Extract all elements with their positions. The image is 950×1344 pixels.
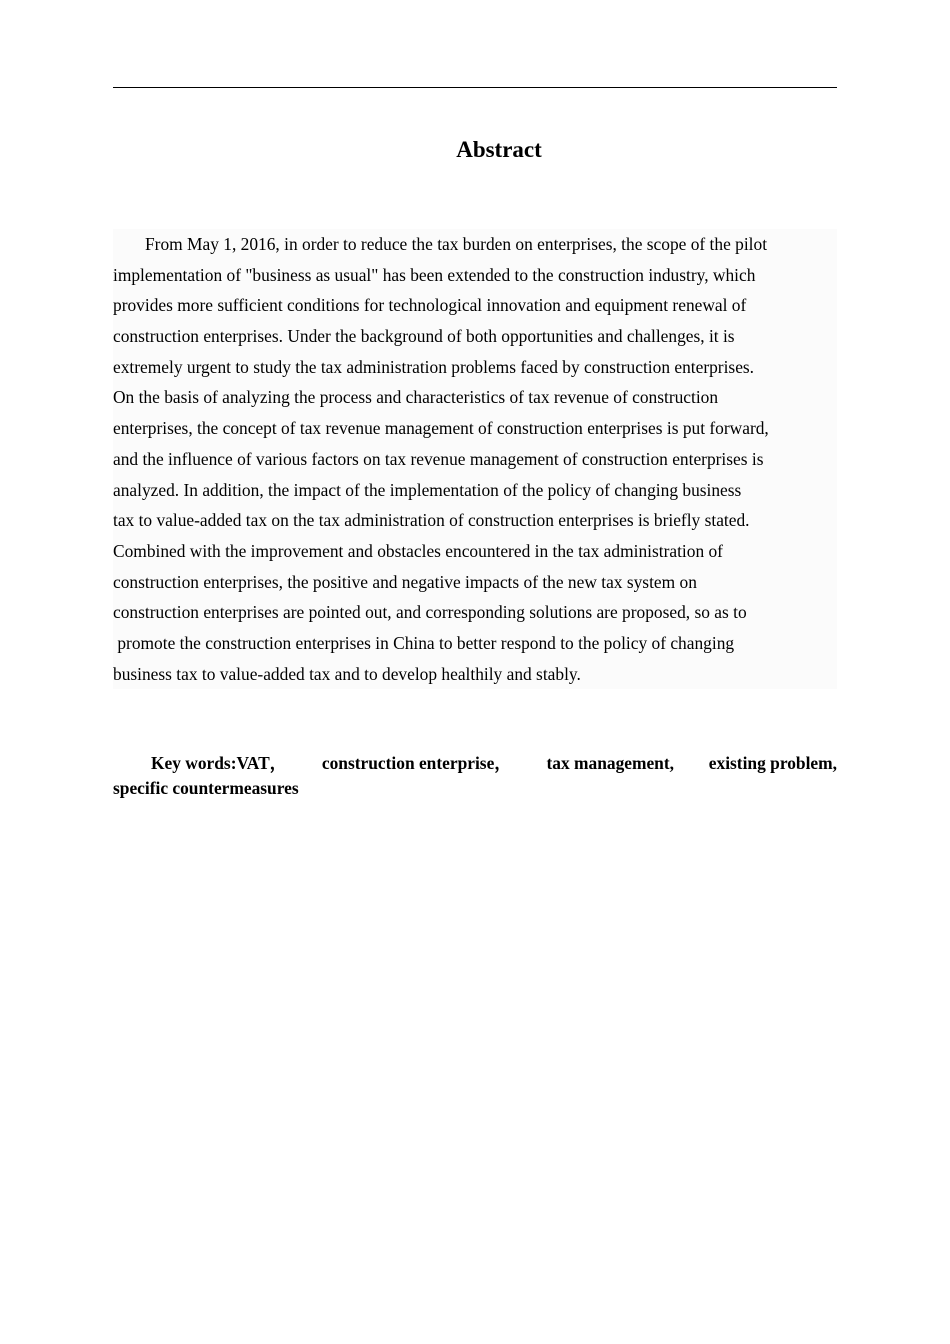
abstract-line: Combined with the improvement and obstacles encountered in the tax administration of xyxy=(113,540,723,561)
abstract-line: construction enterprises are pointed out, and corresponding solutions are proposed, so as to xyxy=(113,602,747,623)
abstract-line: enterprises, the concept of tax revenue management of construction enterprises is put forward, xyxy=(113,418,769,439)
abstract-line: and the influence of various factors on tax revenue management of construction enterprises is xyxy=(113,448,764,469)
keyword-label: Key words:VAT， xyxy=(151,753,288,773)
abstract-line: implementation of "business as usual" has been extended to the construction industry, which xyxy=(113,264,756,285)
abstract-line: analyzed. In addition, the impact of the implementation of the policy of changing business xyxy=(113,479,742,500)
abstract-line: promote the construction enterprises in China to better respond to the policy of changing xyxy=(113,632,735,653)
abstract-line: business tax to value-added tax and to develop healthily and stably. xyxy=(113,663,581,684)
page-title: Abstract xyxy=(456,137,542,162)
abstract-line: construction enterprises. Under the background of both opportunities and challenges, it is xyxy=(113,326,735,347)
abstract-line: construction enterprises, the positive and negative impacts of the new tax system on xyxy=(113,571,697,592)
header-rule xyxy=(113,87,837,88)
abstract-line: On the basis of analyzing the process and characteristics of tax revenue of construction xyxy=(113,387,719,408)
keyword: construction enterprise， xyxy=(321,753,512,773)
keywords-block xyxy=(113,751,837,800)
abstract-line: From May 1, 2016, in order to reduce the tax burden on enterprises, the scope of the pilot xyxy=(145,234,768,254)
abstract-line: tax to value-added tax on the tax administration of construction enterprises is briefly stated. xyxy=(113,510,750,531)
keywords-line: specific countermeasures xyxy=(113,777,299,798)
abstract-line: extremely urgent to study the tax administration problems faced by construction enterprises. xyxy=(113,356,755,377)
keywords-line xyxy=(113,751,837,776)
keyword: tax management, xyxy=(546,753,674,773)
abstract-line: provides more sufficient conditions for technological innovation and equipment renewal of xyxy=(113,295,747,316)
keyword: existing problem, xyxy=(708,753,837,773)
abstract-body xyxy=(113,229,837,689)
